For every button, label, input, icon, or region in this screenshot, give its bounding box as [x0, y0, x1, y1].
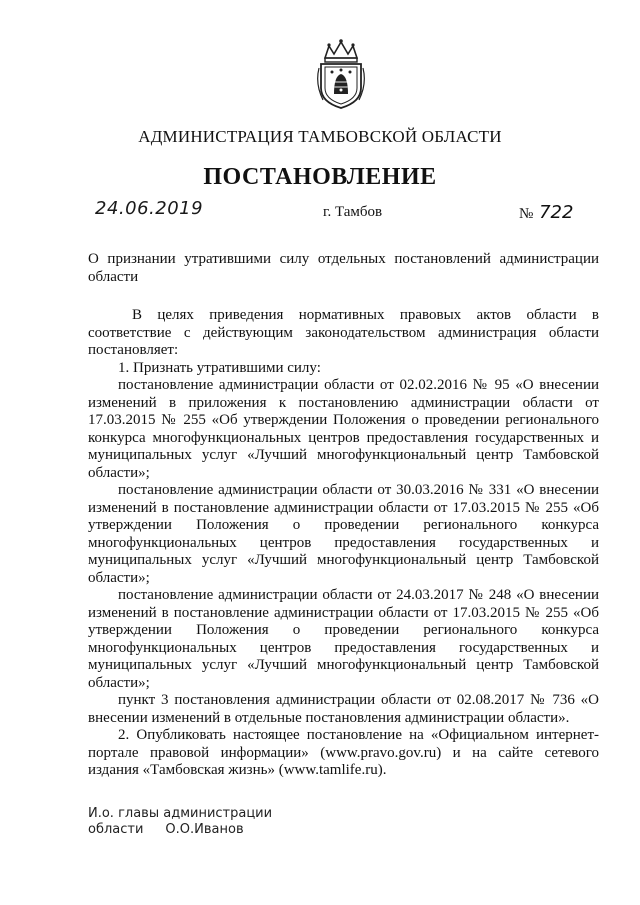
item-2-paragraph: 2. Опубликовать настоящее постановление на «Официальном интернет-портале правовой информации» (www.pravo.gov.ru) и на сайте сетевого издания «Тамбовская жизнь» (www.tamlife.ru). — [88, 727, 599, 778]
document-body — [88, 307, 599, 780]
signatory-name: О.О.Иванов — [165, 822, 244, 837]
handwritten-date: 24.06.2019 — [95, 198, 204, 219]
document-number — [519, 202, 573, 223]
signatory-region: области — [88, 822, 144, 837]
document-type-heading: ПОСТАНОВЛЕНИЕ — [203, 164, 437, 190]
repealed-act-paragraph: постановление администрации области от 02.02.2016 № 95 «О внесении изменений в приложения к постановлению администрации области от 17.03.2015 № 255 «Об утверждении Положения о проведении регионального конкурса многофункциональных центров предоставления государственных и муниципальных услуг «Лучший многофункциональный центр Тамбовской области»; — [88, 377, 599, 481]
repealed-act-paragraph: постановление администрации области от 24.03.2017 № 248 «О внесении изменений в постановление администрации области от 17.03.2015 № 255 «Об утверждении Положения о проведении регионального конкурса многофункциональных центров предоставления государственных и муниципальных услуг «Лучший многофункциональный центр Тамбовской области»; — [88, 587, 599, 691]
city-label: г. Тамбов — [323, 204, 383, 220]
signature-block — [88, 806, 272, 838]
repealed-act-paragraph: пункт 3 постановления администрации области от 02.08.2017 № 736 «О внесении изменений в отдельные постановления администрации области». — [88, 692, 599, 726]
signatory-position: И.о. главы администрации — [88, 806, 273, 821]
organization-title: АДМИНИСТРАЦИЯ ТАМБОВСКОЙ ОБЛАСТИ — [138, 127, 502, 146]
item-1-paragraph: 1. Признать утратившими силу: — [118, 359, 321, 376]
signatory-line — [88, 822, 272, 838]
repealed-act-paragraph: постановление администрации области от 30.03.2016 № 331 «О внесении изменений в постановление администрации области от 17.03.2015 № 255 «Об утверждении Положения о проведении регионального конкурса многофункциональных центров предоставления государственных и муниципальных услуг «Лучший многофункциональный центр Тамбовской области»; — [88, 482, 599, 586]
number-sign: № — [519, 206, 534, 222]
intro-paragraph: В целях приведения нормативных правовых актов области в соответствие с действующим законодательством администрация области постановляет: — [88, 307, 599, 358]
coat-of-arms-icon — [315, 38, 367, 110]
handwritten-number: 722 — [539, 202, 574, 223]
document-subject: О признании утратившими силу отдельных постановлений администрации области — [88, 251, 599, 285]
